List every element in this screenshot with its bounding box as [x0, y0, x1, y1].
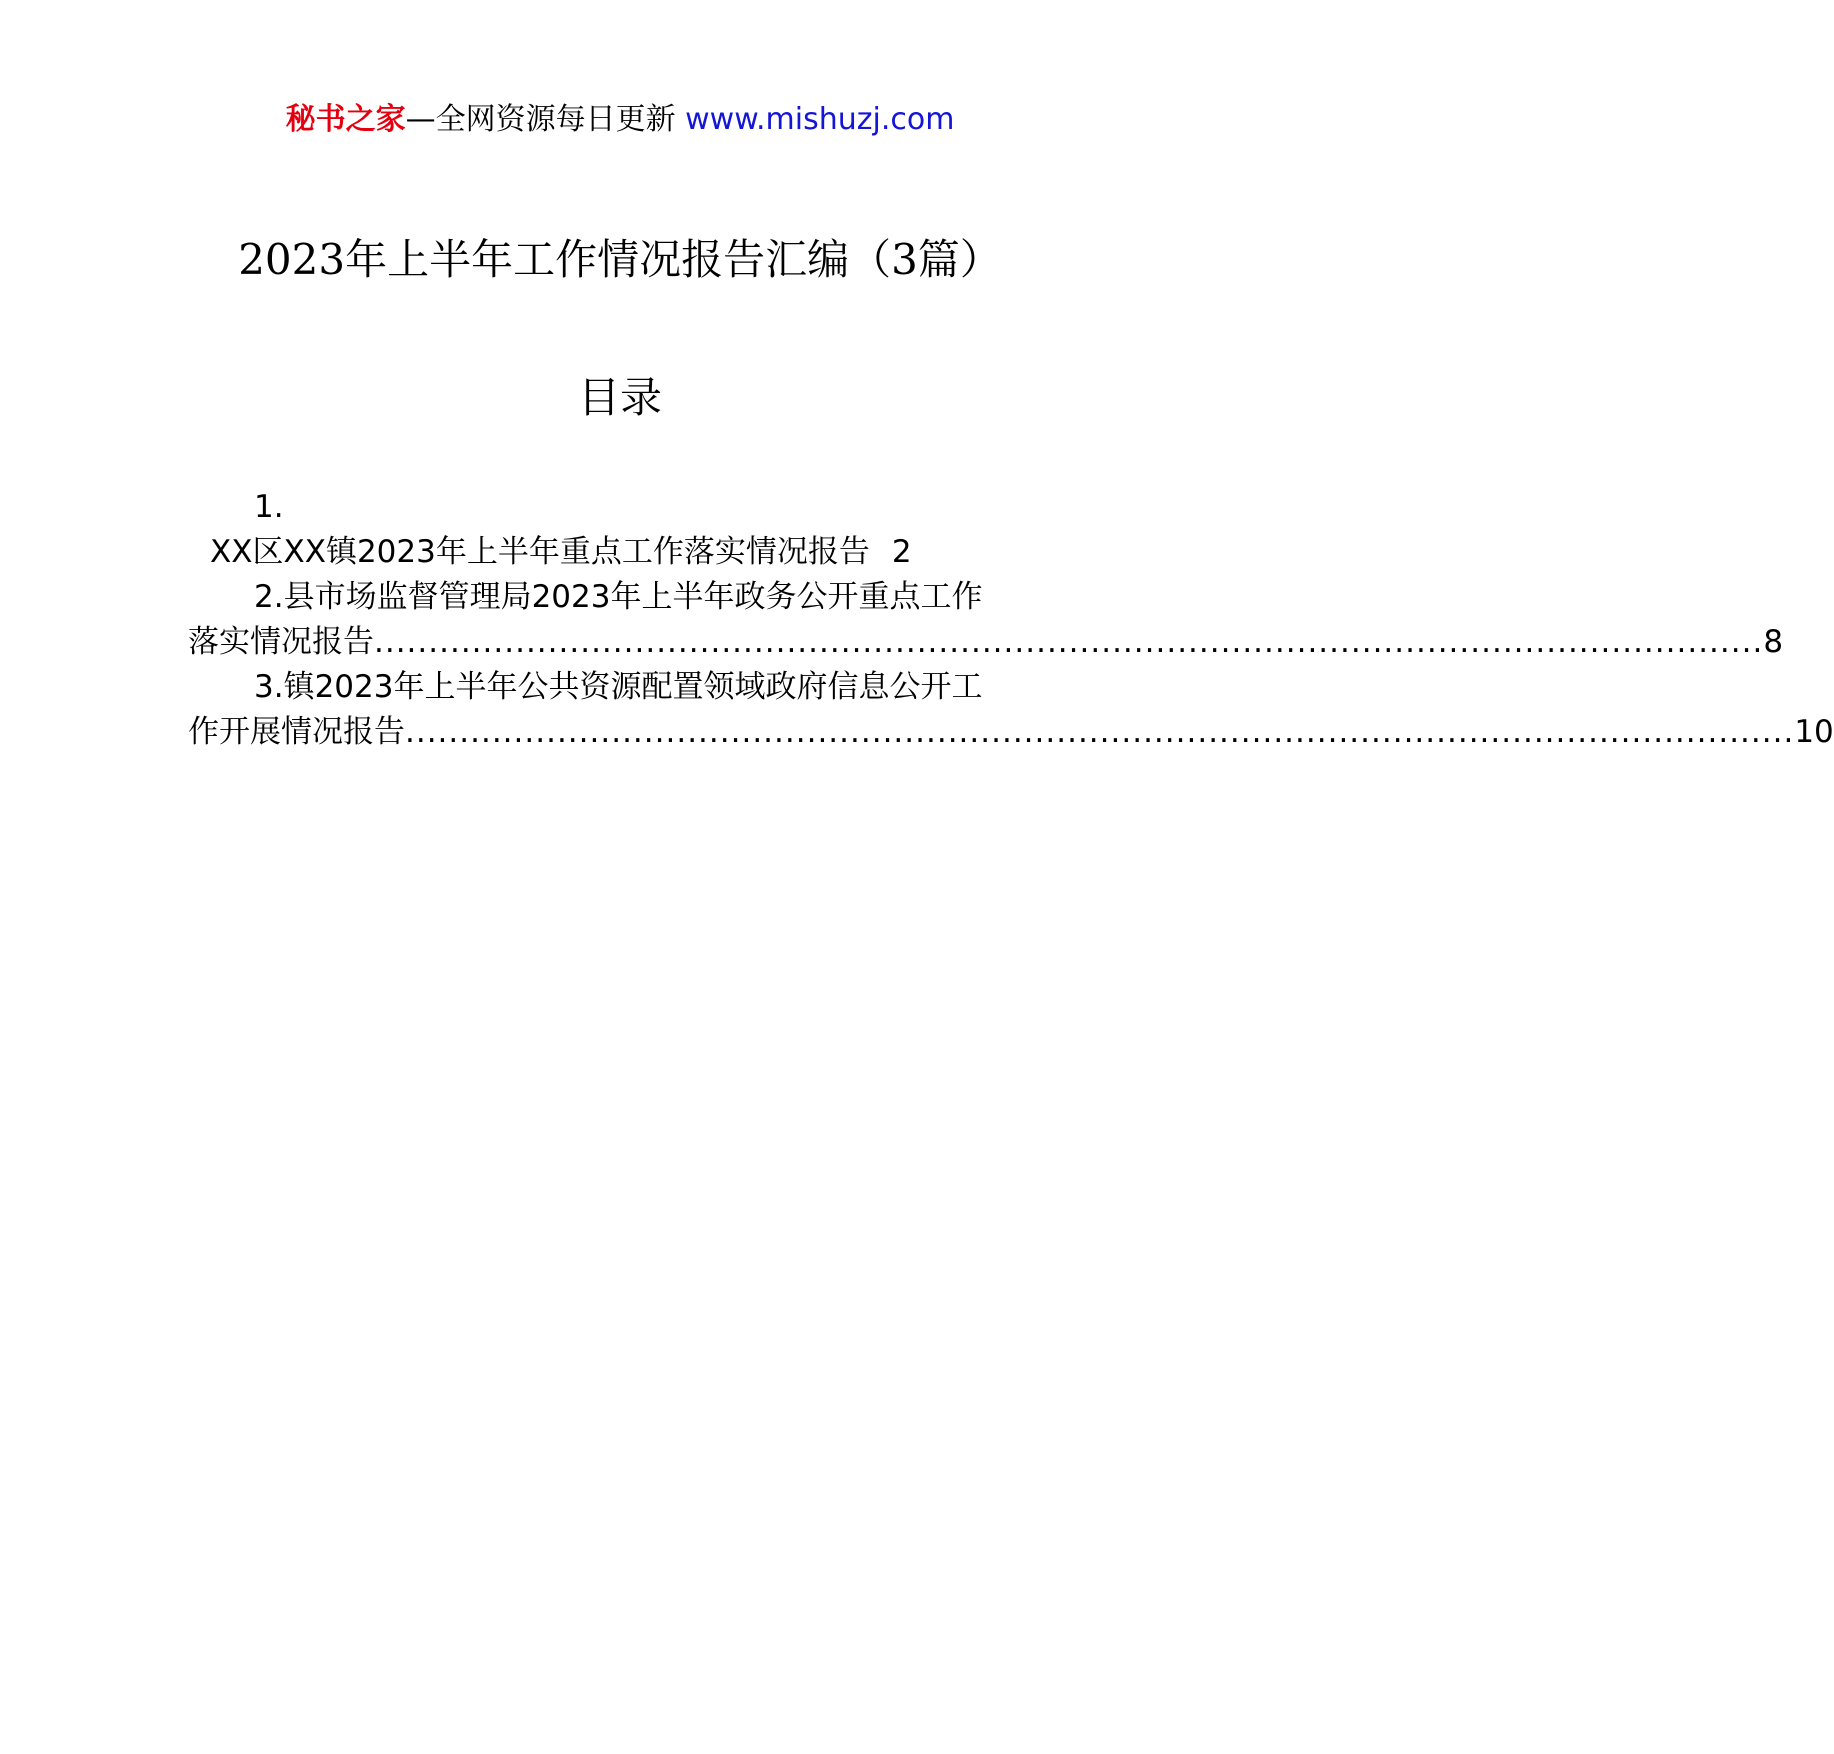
toc-entry-2-page[interactable]: 8	[1763, 624, 1784, 660]
toc-entry-3-continuation[interactable]	[188, 710, 1834, 755]
toc-entry-1-number[interactable]: 1.	[254, 489, 284, 525]
toc-entry-1-page[interactable]: 2	[891, 534, 912, 570]
document-title: 2023年上半年工作情况报告汇编（3篇）	[238, 235, 1002, 284]
toc-entry-2-dot-leader: ................................................................................................................................	[374, 624, 1764, 660]
toc-entry-2[interactable]	[188, 575, 1052, 620]
toc-entry-3-page[interactable]: 10	[1794, 714, 1834, 750]
site-url-link[interactable]: www.mishuzj.com	[685, 102, 955, 137]
toc-entry-2-text-line2[interactable]: 落实情况报告	[188, 624, 374, 660]
toc-entry-3[interactable]	[188, 665, 1052, 710]
header-tagline: —全网资源每日更新	[405, 102, 676, 137]
brand-name: 秘书之家	[285, 102, 406, 137]
toc-entry-3-text-line1[interactable]: 3.镇2023年上半年公共资源配置领域政府信息公开工	[254, 669, 983, 705]
toc-entry-2-continuation[interactable]	[188, 620, 1784, 665]
table-of-contents	[188, 485, 1834, 755]
toc-entry-2-text-line1[interactable]: 2.县市场监督管理局2023年上半年政务公开重点工作	[254, 579, 983, 615]
toc-entry-1-number-line	[188, 485, 1052, 530]
toc-entry-1[interactable]	[188, 530, 1052, 575]
toc-heading: 目录	[577, 373, 662, 422]
toc-entry-3-text-line2[interactable]: 作开展情况报告	[188, 714, 405, 750]
page-header	[0, 100, 1240, 140]
toc-entry-3-dot-leader: ................................................................................................................................	[405, 714, 1795, 750]
toc-entry-1-text[interactable]: XX区XX镇2023年上半年重点工作落实情况报告	[210, 534, 870, 570]
